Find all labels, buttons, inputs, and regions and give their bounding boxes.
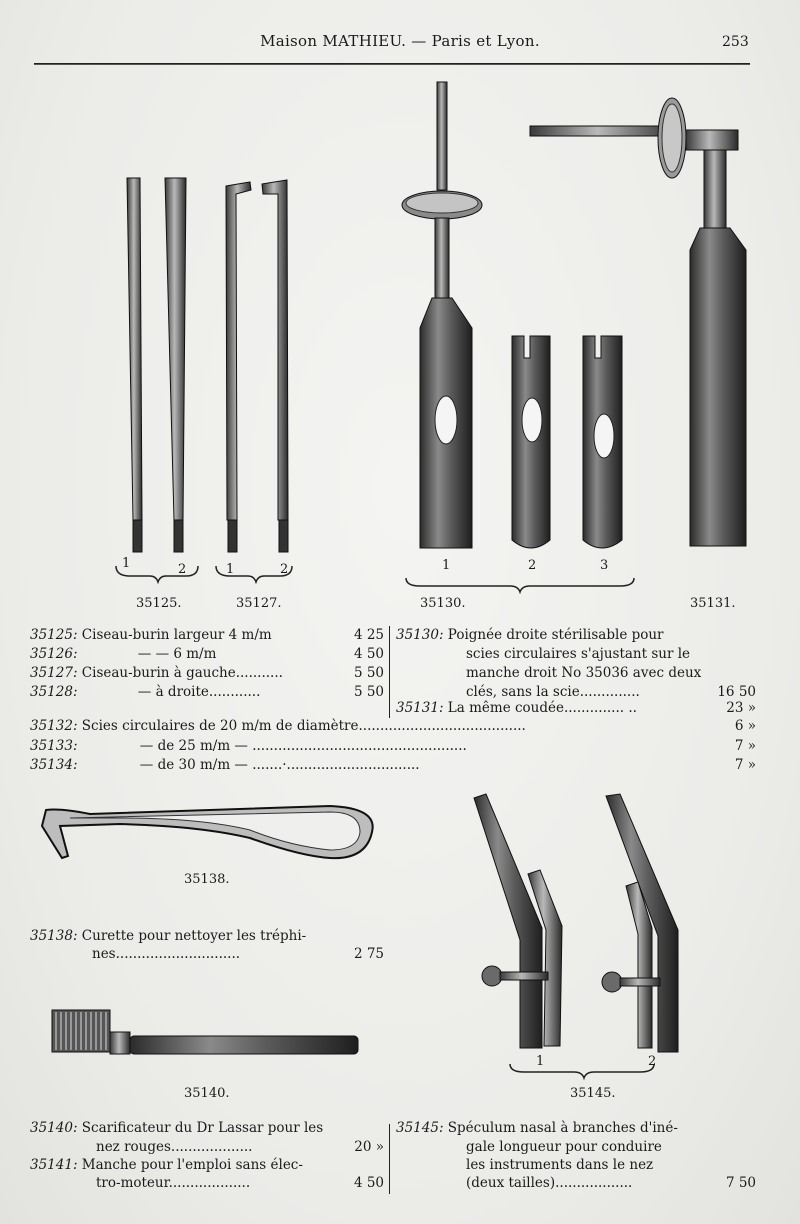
catalog-entry [396, 1120, 678, 1136]
entry-price: 2 75 [353, 946, 384, 962]
entry-price: 5 50 [353, 684, 384, 700]
entry-number: 35130: [396, 627, 444, 643]
figure-item-label: 2 [280, 562, 289, 577]
entry-number: 35131: [396, 700, 444, 716]
entry-number: 35127: [30, 665, 78, 681]
entry-text: tro-moteur................... [96, 1175, 251, 1191]
entry-price: 23 » [726, 700, 756, 716]
catalog-entry [396, 700, 637, 716]
figure-reference: 35145. [570, 1086, 616, 1101]
catalog-entry [30, 627, 272, 643]
figure-item-label: 1 [442, 558, 451, 573]
entry-price: 7 50 [725, 1175, 756, 1191]
catalog-entry [30, 646, 216, 662]
entry-text: — à droite............ [137, 684, 261, 700]
entry-text: Ciseau-burin à gauche........... [81, 665, 283, 681]
figure-item-label: 1 [226, 562, 235, 577]
entry-number: 35126: [30, 646, 78, 662]
figure-reference: 35138. [184, 872, 230, 887]
entry-text: Manche pour l'emploi sans élec- [81, 1157, 303, 1173]
catalog-entry [30, 738, 700, 754]
entry-price: 20 » [354, 1139, 384, 1155]
entry-text: — de 30 m/m — .......·............................... [139, 757, 420, 773]
entry-number: 35125: [30, 627, 78, 643]
figure-item-label: 1 [536, 1054, 545, 1069]
catalog-entry [30, 928, 306, 944]
entry-number: 35145: [396, 1120, 444, 1136]
entry-number: 35128: [30, 684, 78, 700]
entry-text: Scarificateur du Dr Lassar pour les [81, 1120, 324, 1136]
entry-price: 4 50 [353, 646, 384, 662]
entry-price: 7 » [734, 757, 756, 773]
figure-item-label: 2 [648, 1054, 657, 1069]
entry-text: gale longueur pour conduire [466, 1139, 662, 1155]
entry-text: clés, sans la scie.............. [466, 684, 640, 700]
catalog-entry [30, 718, 720, 734]
entry-text: les instruments dans le nez [466, 1157, 654, 1173]
entry-price: 4 50 [353, 1175, 384, 1191]
catalog-entry [30, 665, 283, 681]
entry-price: 7 » [734, 738, 756, 754]
figure-reference: 35130. [420, 596, 466, 611]
column-divider [389, 626, 390, 718]
entry-price: 16 50 [717, 684, 756, 700]
catalog-entry [30, 757, 700, 773]
entry-text: scies circulaires s'ajustant sur le [466, 646, 691, 662]
figure-item-label: 2 [178, 562, 187, 577]
entry-number: 35134: [30, 757, 78, 773]
entry-price: 5 50 [353, 665, 384, 681]
entry-price: 4 25 [353, 627, 384, 643]
figure-reference: 35131. [690, 596, 736, 611]
entry-number: 35132: [30, 718, 78, 734]
figure-item-label: 3 [600, 558, 609, 573]
catalog-entry [30, 1120, 323, 1136]
entry-text: — de 25 m/m — .................................................. [139, 738, 467, 754]
catalog-entry [30, 1157, 303, 1173]
entry-number: 35141: [30, 1157, 78, 1173]
catalog-entry [30, 684, 260, 700]
entry-text: Poignée droite stérilisable pour [447, 627, 664, 643]
entry-text: La même coudée.............. .. [447, 700, 637, 716]
figure-item-label: 2 [528, 558, 537, 573]
figure-reference: 35125. [136, 596, 182, 611]
page-number: 253 [722, 34, 749, 50]
figure-reference: 35127. [236, 596, 282, 611]
entry-text: — — 6 m/m [137, 646, 217, 662]
entry-text: Scies circulaires de 20 m/m de diamètre....................................... [81, 718, 526, 734]
entry-text: Ciseau-burin largeur 4 m/m [81, 627, 272, 643]
catalog-entry [396, 627, 664, 643]
figure-reference: 35140. [184, 1086, 230, 1101]
column-divider [389, 1124, 390, 1194]
entry-number: 35138: [30, 928, 78, 944]
entry-text: Curette pour nettoyer les tréphi- [81, 928, 307, 944]
entry-text: nez rouges................... [96, 1139, 253, 1155]
entry-text: nes............................. [92, 946, 241, 962]
entry-text: Spéculum nasal à branches d'iné- [447, 1120, 678, 1136]
entry-number: 35140: [30, 1120, 78, 1136]
entry-number: 35133: [30, 738, 78, 754]
entry-text: (deux tailles).................. [466, 1175, 633, 1191]
figure-item-label: 1 [122, 556, 131, 571]
page-header-title: Maison MATHIEU. — Paris et Lyon. [260, 32, 540, 50]
entry-price: 6 » [734, 718, 756, 734]
entry-text: manche droit No 35036 avec deux [466, 665, 702, 681]
